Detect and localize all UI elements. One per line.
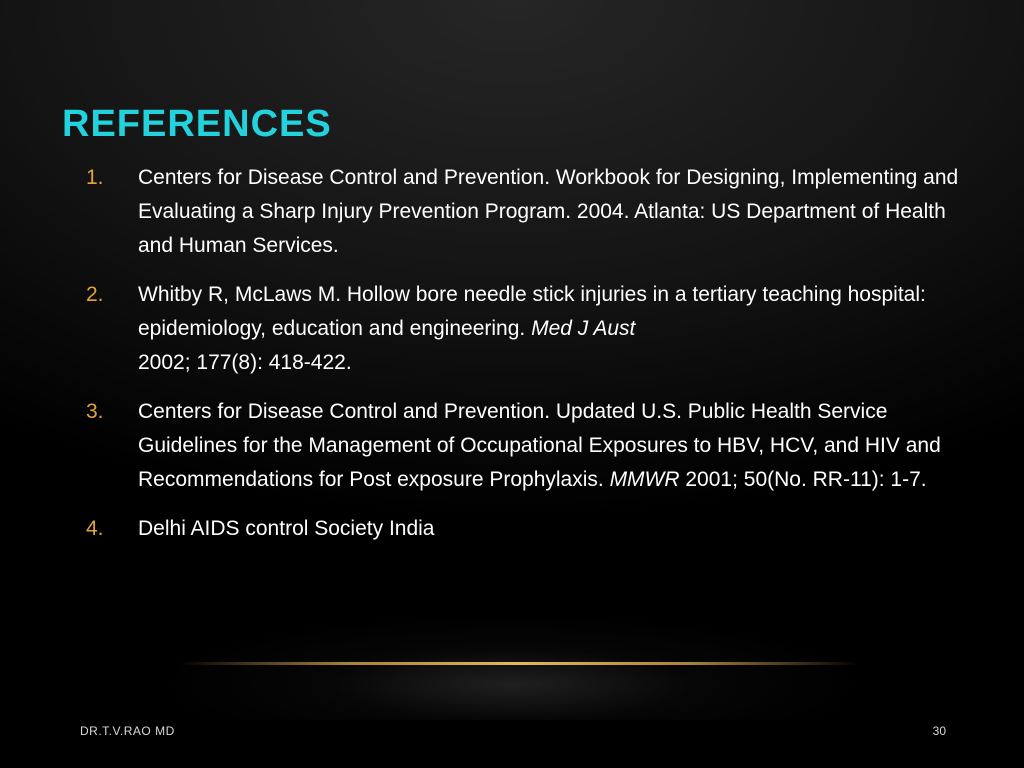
reference-list: [86, 161, 966, 561]
reference-number: 1.: [86, 166, 104, 189]
slide-page-number: 30: [932, 724, 946, 738]
reference-number: 3.: [86, 400, 104, 423]
reference-item-4: [86, 512, 966, 546]
footer-author: DR.T.V.RAO MD: [80, 724, 175, 738]
reference-text: [138, 161, 966, 263]
slide-title: REFERENCES: [62, 103, 332, 145]
reference-body: Centers for Disease Control and Prevention. Updated U.S. Public Health Service Guidelines for the Management of Occupational Exposures to HBV, HCV, and HIV and Recommendations for Post exposure Prophylaxis.: [138, 400, 941, 491]
reference-body: Centers for Disease Control and Prevention. Workbook for Designing, Implementing and Evaluating a Sharp Injury Prevention Program. 2004. Atlanta: US Department of Health and Human Services.: [138, 166, 959, 257]
reference-number: 4.: [86, 517, 104, 540]
bottom-glow: [150, 560, 874, 720]
reference-body: Delhi AIDS control Society India: [138, 517, 435, 540]
reference-item-1: [86, 161, 966, 263]
reference-text: [138, 395, 966, 497]
reference-text: [138, 278, 966, 380]
reference-citation: 2001; 50(No. RR-11): 1-7.: [679, 468, 927, 491]
reference-number: 2.: [86, 283, 104, 306]
reference-item-2: [86, 278, 966, 380]
reference-item-3: [86, 395, 966, 497]
gold-divider-line: [180, 662, 860, 665]
reference-citation: 2002; 177(8): 418-422.: [138, 351, 352, 374]
reference-journal: MMWR: [609, 468, 680, 491]
reference-text: [138, 512, 966, 546]
reference-journal: Med J Aust: [531, 317, 636, 340]
reference-body: Whitby R, McLaws M. Hollow bore needle stick injuries in a tertiary teaching hospital: epidemiology, education and engineering.: [138, 283, 926, 340]
